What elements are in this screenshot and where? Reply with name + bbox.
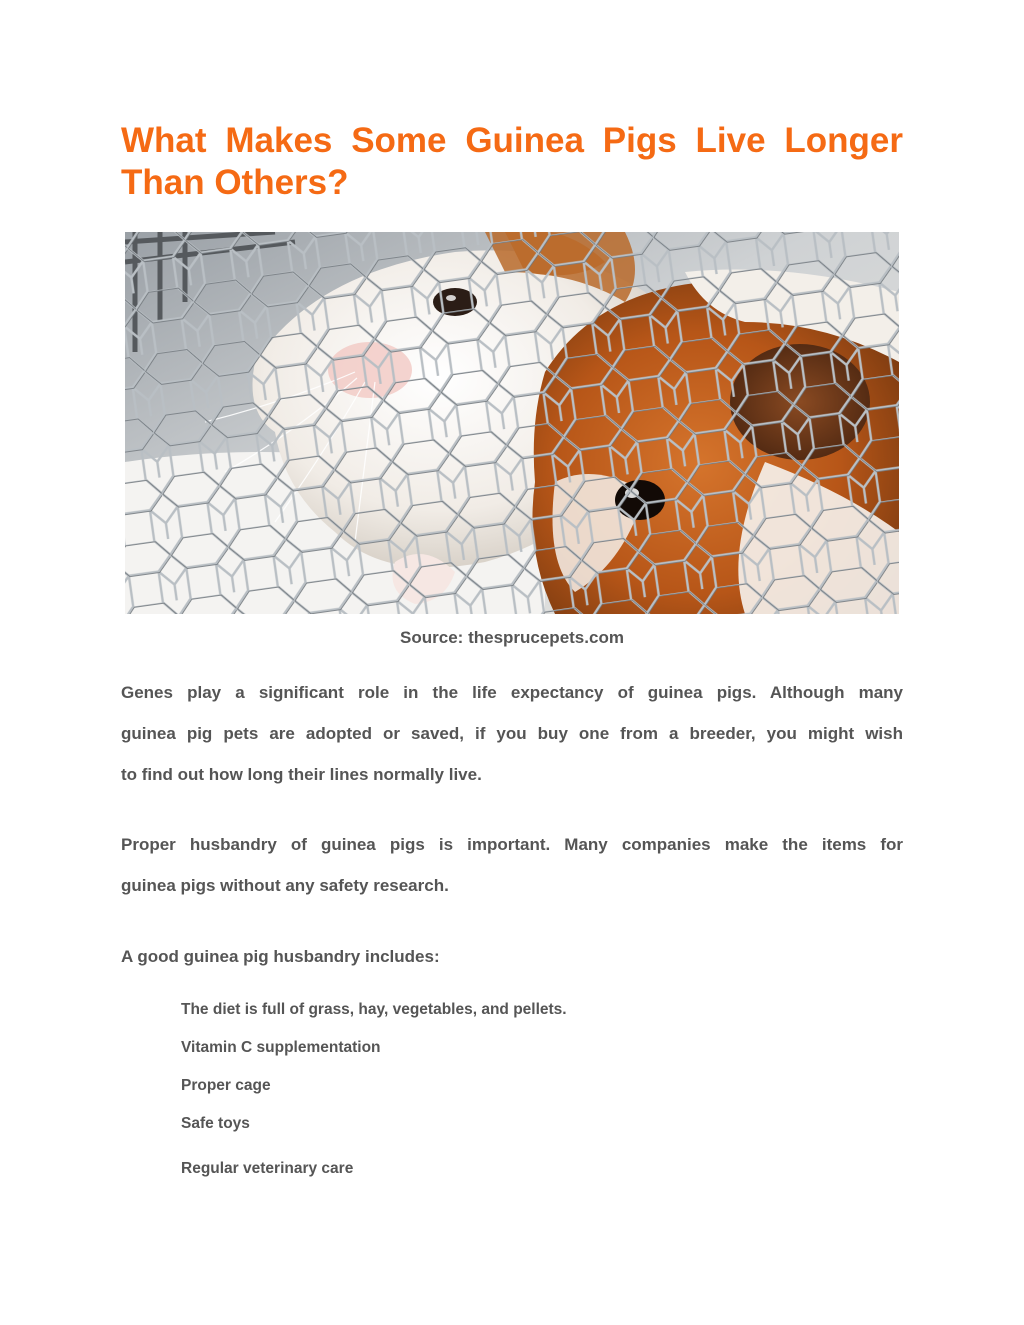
- list-item: Vitamin C supplementation: [181, 1039, 381, 1056]
- paragraph-line: guinea pig pets are adopted or saved, if you buy one from a breeder, you might wish: [121, 724, 903, 743]
- list-item: Proper cage: [181, 1077, 271, 1094]
- paragraph-husbandry: [121, 824, 903, 906]
- article-title-line-1: What Makes Some Guinea Pigs Live Longer: [121, 121, 903, 160]
- article-title: [121, 120, 903, 204]
- list-item: Regular veterinary care: [181, 1160, 354, 1177]
- paragraph-line: guinea pigs without any safety research.: [121, 876, 449, 895]
- article-title-line-2: Than Others?: [121, 163, 349, 202]
- paragraph-line: to find out how long their lines normally live.: [121, 765, 482, 784]
- paragraph-line: A good guinea pig husbandry includes:: [121, 947, 440, 966]
- paragraph-list-intro: [121, 936, 903, 977]
- paragraph-line: Proper husbandry of guinea pigs is important. Many companies make the items for: [121, 835, 903, 854]
- image-caption: Source: thesprucepets.com: [400, 628, 624, 647]
- paragraph-genes: [121, 672, 903, 795]
- guinea-pigs-photo: [125, 232, 899, 614]
- guinea-pigs-photo-drawing: [125, 232, 899, 614]
- list-item: Safe toys: [181, 1115, 250, 1132]
- paragraph-line: Genes play a significant role in the life expectancy of guinea pigs. Although many: [121, 683, 903, 702]
- list-item: The diet is full of grass, hay, vegetables, and pellets.: [181, 1001, 567, 1018]
